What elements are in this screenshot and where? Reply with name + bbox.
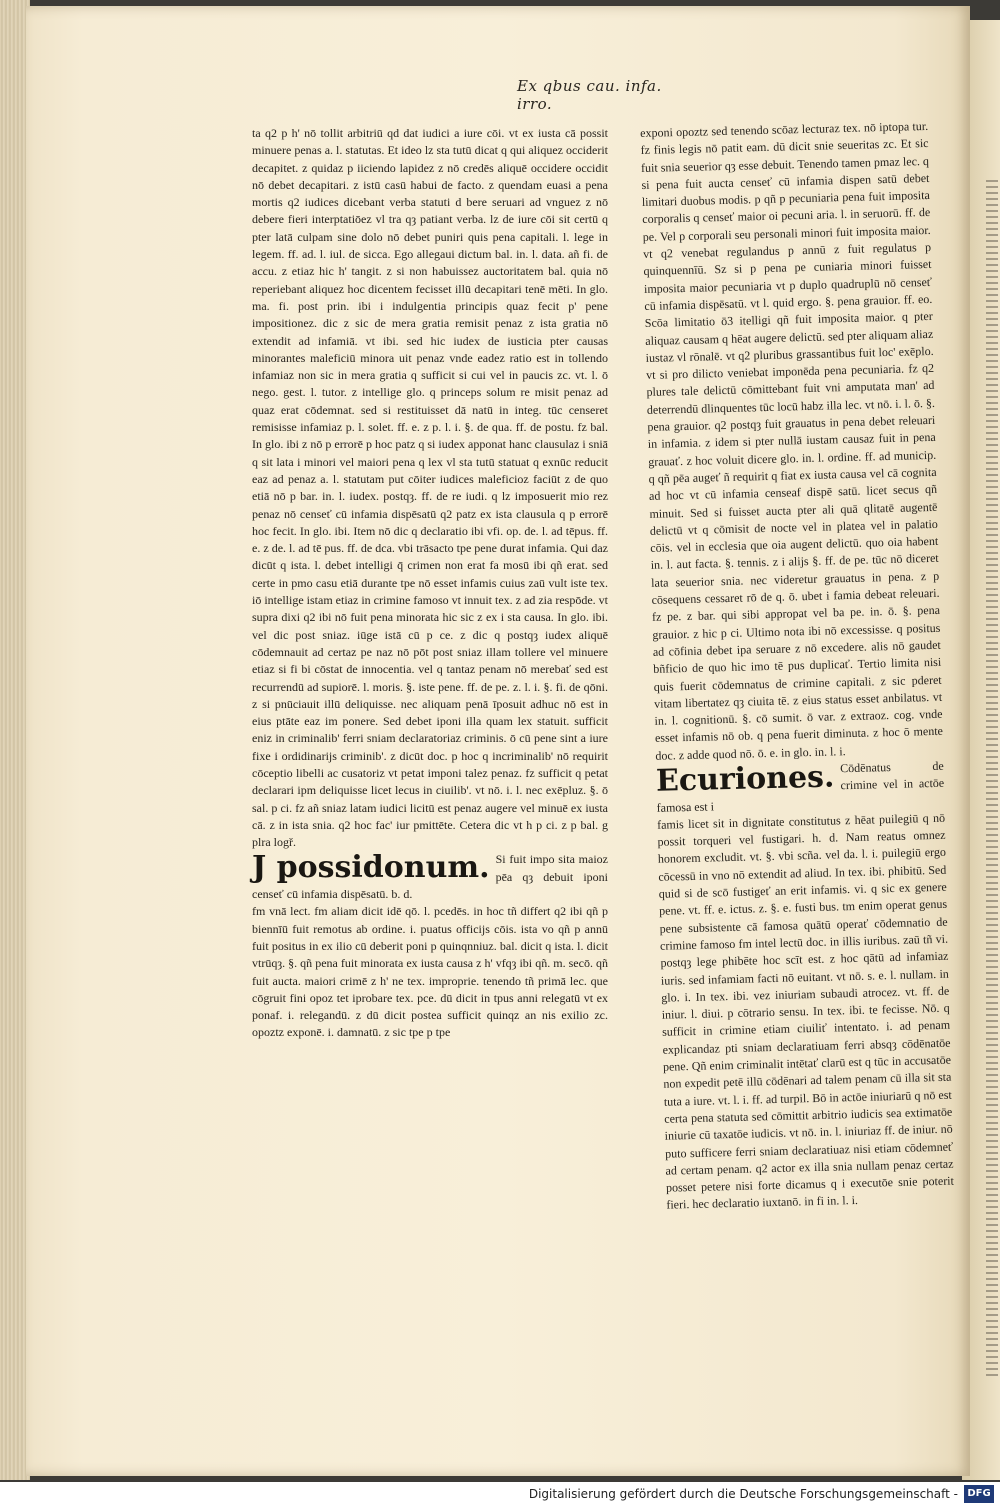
right-paragraph-2: famis licet sit in dignitate constitutus z hēat puilegiū q nō possit torqueri vel fustigari. h. d. Nam reatus omnez honorem excludit. vt. §. vbi scña. vel da. l. i. puilegiū ergo cōcessū in vno nō extendit ad aliud. In tex. ibi. phibitū. Sed quid si de scō fustigeť an erit infamis. vi. q sic ex genere pene. vt. ff. e. ictus. z. §. e. fusti bus. tm enim operat genus pene subsistente cā famosa quātū operať cōdemnatio de crimine famoso fm intel lectū doc. in illis iuribus. zaū tñ vi. postqȝ lege phibēte hoc scīt est. z hoc qātū ad infamiaz iuris. sed infamiam facti nō euitant. vt nō. s. e. l. nullam. in glo. i. In tex. ibi. vez iniuriam subaudi atrocez. vt. ff. de iniur. l. diui. p cōtrario sensu. In tex. ibi. te fecisse. Nō. q sufficit in crimine etiam ciuiliť intentato. i. ad penam explicandaz pti sniam declaratiuam ferri absqȝ cōdēnatōe pene. Qñ enim criminalit intētať clarū est q tūc in accusatōe non expedit petē illū cōdēnari ad talem penam cū illa sit sta tuta a iure. vt. l. i. ff. ad turpil. Bō in actōe iniuriarū q nō est certa pena statuta sed cōmittit arbitrio iudicis sea extimatōe iniurie cū taxatōe iudicis. vt nō. in. l. iniuriaz ff. de iniur. nō puto sufficere ferri sniam declaratiuaz nisi etiam cōdemneť ad certam penam. q2 actor ex illa snia nullam penaz certaz posset petere nisi forte dicamus q i executōe snie poterit fieri. hec declaratio iuxtanō. in fi in. l. i.	[656, 810, 955, 1213]
left-rubric-summary: Si fuit impo sita maioz pēa qȝ debuit iponi censeť cū infamia dispēsatū. b. d.	[252, 852, 608, 902]
dfg-logo-icon: DFG	[964, 1485, 994, 1503]
adjacent-page-text-fragment	[986, 180, 998, 1380]
right-text-column	[640, 118, 955, 1214]
rubric-heading-possidonum: J possidonum.	[252, 850, 490, 886]
rubric-heading-ecuriones: Ecuriones.	[655, 759, 835, 799]
digitization-footer	[0, 1482, 1000, 1506]
left-rubric-line	[252, 851, 608, 903]
right-rubric-summary: Cōdēnatus de crimine vel in actōe famosa est i	[656, 758, 945, 815]
right-paragraph-1: exponi opoztz sed tenendo scōaz lecturaz tex. nō iptopa tur. fz finis legis nō patit eam. dū dicit snie seueritas zc. Et sic fuit snia seuerior qȝ esse debuit. Tenendo tamen pmaz lec. q si pena fuit aucta censeť cū infamia dispen satū debet limitari duobus modis. p qñ p pecuniaria pena fuit imposita corporalis q censeť maior oi pecuni aria. l. in seruorū. ff. de pe. Vel p corporali seu personali minori fuit imposita maior. vt q2 venebat regulandus p annū z fuit regulatus p quinquennīū. Sz si p pena pe cuniaria minori fuisset imposita maior pecuniaria vt p duplo quadruplū nō censeť cū infamia dispēsatū. vt l. quid ergo. §. pena grauior. ff. eo. Scōa limitatio ō3 itelligi qñ fuit imposita maior. q pter aliquaz causam q hēat augere delictū. sed pter aliquam aliaz iustaz vl rōnalē. vt q2 pluribus grassantibus fuit loc' exēplo. vt si pro dilicto veniebat imponēda pena pecuniaria. fz q2 plures tale delictū cōmittebant fuit vni amputata man' ad deterrendū dlinquentes tūc locū habz illa lec. vt nō. i. l. ō. §. pena grauior. q2 postqȝ fuit grauatus in pena debet releuari in infamia. z idem si pter nullā iustam causaz fuit in pena grauať. z hoc voluit dicere glo. in. l. ordine. ff. ad municip. q qñ pēa augeť ñ requirit q fiat ex iusta causa vel cā cognita ad hoc vt cū infamia censeaf dispē satū. licet secus qñ minuit. Sed si fuisset aucta pter ali quā qlitatē augentē delictū vt q cōmisit de nocte vel in platea vel in palatio cōis. vel in ecclesia que oia augent delictū. quo oia habent in. l. aut facta. §. tennis. z i alijs §. ff. de pe. tūc nō diceret lata seuerior snia. nec videretur grauatus in pena. z p cōsequens cessaret rō de q. ō. ubet i famia debeat releuari. fz pe. z bar. qui sibi appropat vel ba pe. in. ō. §. pena grauior. z hic p ci. Ultimo nota ibi nō excessisse. q positus ad cōfinia debet ipa seruare z nō excedere. alis nō gaudet bñficio de quo hic imo tē pus duplicať. Tertio limita nisi quis fuerit cōdemnatus de crimine capitali. z sic pderet vitam libertatez qȝ ciuita tē. z eius status esset anbilatus. vt in. l. cognitionū. §. cō sumit. ō var. z extraoz. cog. vnde esset infamis nō ob. q pena fuerit diminuta. z hoc ō mente doc. z adde quod nō. ō. e. in glo. in. l. i.	[640, 118, 944, 763]
right-rubric-line	[656, 758, 945, 817]
left-paragraph-2: fm vnā lect. fm aliam dicit idē qō. l. pcedēs. in hoc tñ differt q2 ibi qñ p biennīū fuit remotus ab ordine. i. puatus officijs cōis. ista vo qñ p annū fuit positus in ex ilio cū deberit poni p quinqnniuz. bal. dicit q ista. l. dicit vtrūqȝ. §. qñ pena fuit minorata ex iusta causa z h' vfqȝ ibi qñ. m. secō. qñ fuit aucta. maiori crimē z h' ne tex. improprie. tenendo tñ primā lec. que cōgruit fini opoz tet iprobare tex. pce. dū dicit in tpus anni relegatū vt ex ponaf. i. relegandū. z dū dicit postea sufficit quinqz an nis exilio zc. opoztz exponē. i. damnatū. z sic tpe p tpe	[252, 904, 608, 1040]
left-text-column	[252, 125, 608, 1042]
running-head: Ex qbus cau. infa. irro.	[517, 77, 662, 113]
left-paragraph-1: ta q2 p h' nō tollit arbitriū qd dat iudici a iure cōi. vt ex iusta cā possit minuere penas a. l. statutas. Et ideo lz sta tutū dicat q qui aliquez occiderit decapitet. z quidaz p iiciendo lapidez z nō credēs aliquē occidere occidit nō debet decapitari. z istū casū habui de facto. z quendam euasi a pena mortis q2 iudices dicebant verba statuti d bere seruari ad vnguez z nō debere fieri interptatiōez vl tra qȝ patiant verba. lz de iure cōi sit certū q pter latā culpam sine dolo nō debet puniri quis pena capitali. l. lege in legem. ff. ad. l. iul. de sicca. Ego allegaui dictum bal. in. l. data. añ fi. de accu. z etiaz hic h' tangit. z si non habuissez auctoritatem bal. quia nō reperiebant aliquez hoc dicentem fecisset illū decapitari tenē mēti. In glo. ma. fi. post prin. ibi i indulgentia principis quaz fecit p' pene impositionez. dic z sic de mera gratia remisit penaz z ista gratia nō extendit ad infamiā. vt ibi. sed hic iudex de iusticia pter causas minorantes maleficiū minora uit penaz vnde eadez ratio est in tollendo infamiaz non sic in mera gratia q sufficit si cui vel in paucis zc. vt. l. ō nego. gest. l. tutor. z intellige glo. q princeps solum re misit penaz ad quaz erat cōdemnat. sed si restituisset dā natū in integ. tūc censeret remisisse infamiaz p. l. solet. ff. e. z p. l. i. §. de qua. ff. de postu. fz bal. In glo. ibi z nō p errorē p hoc patz q si iudex apponat hanc clausulaz i sniā q sit lata i minori vel maiori pena q lex vl sta tutū statuat q exnūc reducit eaz ad penaz a. l. statutam put cōiter iudices maleficioz faciūt z de quo etiā nō p bar. in. l. iudex. postqȝ. ff. de re iudi. q lz imposuerit mio rez penaz nō censeť cū infamia dispēsatū q2 patz ex ista clausula q p errorē hoc fecit. In glo. ibi. Item nō dic q declaratio ibi vfi. op. de. l. ad tēpus. ff. e. z de. l. ad tē pus. ff. de dca. vbi trāsacto tpe pene durat infamia. Qui daz dicūt q ista. l. debet intelligi q̄ crimen non erat fa mosū ibi qñ erat. sed certe in pmo casu etiā durante tpe nō esset infamis cuius zaū vult iste tex. iō intellige istam etiaz in crimine famoso vt innuit tex. z ad zia respōde. vt supra dixi q2 ibi nō fuit pena minorata hic sic z ex i sta causa. In glo. ibi. vel dic post sniaz. iūge istā cū p ce. z dic q postqȝ iudex aliquē cōdemnauit ad certaz pe naz nō pōt post sniaz illam tollere vel minuere etiaz si fi bi cōstat de innocentia. vel q tantaz penam nō merebať sed est recurrendū ad supiorē. l. moris. §. iste pene. ff. de pe. z. l. i. §. fi. de qōni. z si pnūciauit illū deliquisse. nec aliquam penā īposuit adhuc nō est in eius ptāte eaz im ponere. Sed debet iponi illa quam lex statuit. sufficit eniz in criminalib' ferri sniam declaratoriaz criminis. ō cū pene sint a iure fixe i ordidinarijs criminib'. z dicūt doc. p hoc q incriminalib' nō requirit cōceptio libelli ac cusatoriz vt petat imponi talez penaz. fz sufficit q petat declarari ipm deliquisse licet lecus in ciuilib'. vt nō. i. l. nec exēpluz. §. ō sal. p ci. fz añ sniaz latam iudici licitū est penaz augere vel minuē ex iusta cā. z in ista snia. q2 hoc fac' iur pmittēte. Cetera dic vt h p ci. z p bal. g plra logř.	[252, 126, 608, 850]
funding-credit: Digitalisierung gefördert durch die Deutsche Forschungsgemeinschaft -	[528, 1487, 958, 1501]
